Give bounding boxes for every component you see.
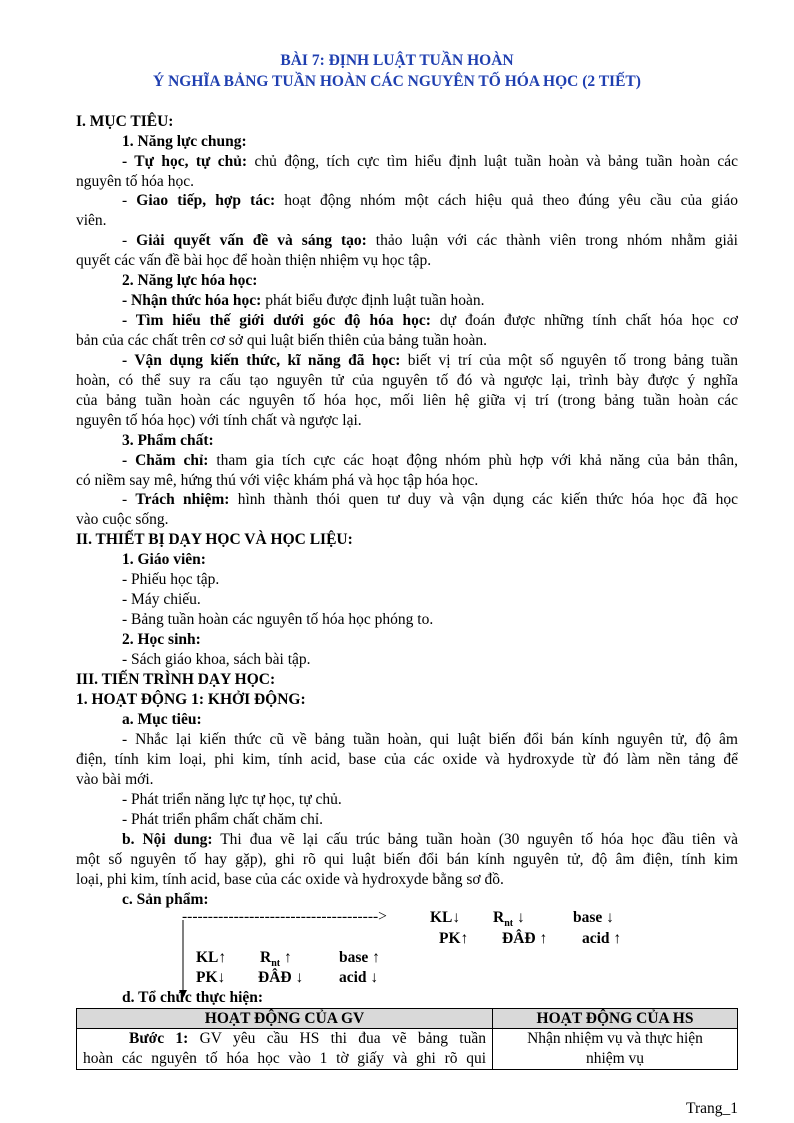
- list-item: - Sách giáo khoa, sách bài tập.: [122, 651, 311, 668]
- paragraph-line: - Nhắc lại kiến thức cũ về bảng tuần hoàn, qui luật biến đổi bán kính nguyên tử, độ âm: [122, 731, 738, 748]
- paragraph-line: quyết các vấn đề bài học để hoàn thiện nhiệm vụ học tập.: [76, 252, 432, 269]
- paragraph-line: vào bài mới.: [76, 771, 154, 788]
- dad-up: ĐÂĐ ↑: [502, 930, 548, 947]
- subsection-heading: 1. Năng lực chung:: [122, 133, 247, 150]
- section-heading: II. THIẾT BỊ DẠY HỌC VÀ HỌC LIỆU:: [76, 531, 353, 548]
- table-header-row: [77, 1009, 738, 1029]
- activity-heading: 1. HOẠT ĐỘNG 1: KHỞI ĐỘNG:: [76, 691, 306, 708]
- kl-down: KL↓: [430, 909, 461, 926]
- base-up: base ↑: [339, 949, 380, 966]
- paragraph-line: nguyên tố hóa học.: [76, 173, 194, 190]
- paragraph-line: một số nguyên tố hay gặp), ghi rõ qui luật biến đổi bán kính nguyên tử, độ âm điện, tính kim: [76, 851, 738, 868]
- student-cell: Nhận nhiệm vụ và thực hiện nhiệm vụ: [493, 1029, 738, 1070]
- paragraph-line: nguyên tố hóa học) với tính chất và ngược lại.: [76, 412, 362, 429]
- subsection-heading: 2. Học sinh:: [122, 631, 201, 648]
- header-teacher: HOẠT ĐỘNG CỦA GV: [77, 1009, 493, 1029]
- teacher-cell: Bước 1: GV yêu cầu HS thi đua vẽ bảng tuần hoàn các nguyên tố hóa học vào 1 tờ giấy và ghi rõ qui: [77, 1029, 493, 1070]
- paragraph-line: của bảng tuần hoàn các nguyên tố hóa học, mối liên hệ giữa vị trí (trong bảng tuần hoàn các: [76, 392, 738, 409]
- paragraph-line: bản của các chất trên cơ sở qui luật biến thiên của bảng tuần hoàn.: [76, 332, 488, 349]
- r-up: $R_{nt}$ ↑: [260, 949, 292, 970]
- header-student: HOẠT ĐỘNG CỦA HS: [493, 1009, 738, 1029]
- list-item: - Phát triển phẩm chất chăm chỉ.: [122, 811, 324, 828]
- acid-up: acid ↑: [582, 930, 622, 947]
- paragraph-line: có niềm say mê, hứng thú với việc khám phá và học tập hóa học.: [76, 472, 479, 489]
- list-item: - Phiếu học tập.: [122, 571, 220, 588]
- paragraph-line: - Chăm chỉ: tham gia tích cực các hoạt động nhóm phù hợp với khả năng của bản thân,: [122, 452, 739, 469]
- list-item: - Bảng tuần hoàn các nguyên tố hóa học phóng to.: [122, 611, 434, 628]
- table-row: [77, 1029, 738, 1070]
- paragraph-line: - Nhận thức hóa học: phát biểu được định luật tuần hoàn.: [122, 292, 485, 309]
- lesson-title: BÀI 7: ĐỊNH LUẬT TUẦN HOÀN: [280, 52, 514, 69]
- subsection-heading: 2. Năng lực hóa học:: [122, 272, 258, 289]
- paragraph-line: - Vận dụng kiến thức, kĩ năng đã học: biết vị trí của một số nguyên tố trong bảng tuần: [122, 352, 738, 369]
- base-down: base ↓: [573, 909, 614, 926]
- pk-up: PK↑: [439, 930, 469, 947]
- paragraph-line: - Tìm hiểu thế giới dưới góc độ hóa học: dự đoán được những tính chất hóa học cơ: [122, 312, 738, 329]
- paragraph-line: vào cuộc sống.: [76, 511, 169, 528]
- paragraph-line: - Giải quyết vấn đề và sáng tạo: thảo luận với các thành viên trong nhóm nhằm giải: [122, 232, 738, 249]
- pk-down: PK↓: [196, 969, 226, 986]
- subsection-heading: a. Mục tiêu:: [122, 711, 202, 728]
- kl-up: KL↑: [196, 949, 227, 966]
- paragraph-line: - Giao tiếp, hợp tác: hoạt động nhóm một cách hiệu quả theo đúng yêu cầu của giáo: [122, 192, 738, 209]
- paragraph-line: - Trách nhiệm: hình thành thói quen tư duy và vận dụng các kiến thức hóa học đã học: [122, 491, 738, 508]
- paragraph-line: - Tự học, tự chủ: chủ động, tích cực tìm hiểu định luật tuần hoàn và bảng tuần hoàn các: [122, 153, 738, 170]
- subsection-heading: 3. Phẩm chất:: [122, 432, 214, 449]
- lesson-subtitle: Ý NGHĨA BẢNG TUẦN HOÀN CÁC NGUYÊN TỐ HÓA HỌC (2 TIẾT): [153, 73, 641, 90]
- paragraph-line: viên.: [76, 212, 107, 229]
- paragraph-line: điện, tính kim loại, phi kim, tính acid, base của các oxide và hydroxyde từ đó làm nền tảng để: [76, 751, 738, 768]
- horizontal-arrow: -------------------------------------->: [182, 908, 387, 925]
- subsection-heading: 1. Giáo viên:: [122, 551, 206, 568]
- subsection-heading: d. Tổ chức thực hiện:: [122, 989, 264, 1006]
- activity-table: [76, 1008, 738, 1070]
- r-down: $R_{nt}$ ↓: [493, 909, 525, 930]
- section-heading: I. MỤC TIÊU:: [76, 113, 174, 130]
- page-number: Trang_1: [686, 1100, 738, 1117]
- subsection-heading: c. Sản phẩm:: [122, 891, 209, 908]
- paragraph-line: b. Nội dung: Thi đua vẽ lại cấu trúc bảng tuần hoàn (30 nguyên tố hóa học đầu tiên và: [122, 831, 738, 848]
- paragraph-line: loại, phi kim, tính acid, base của các oxide và hydroxyde bằng sơ đồ.: [76, 871, 504, 888]
- acid-down: acid ↓: [339, 969, 379, 986]
- paragraph-line: hoàn, có thể suy ra cấu tạo nguyên tử của nguyên tố đó và ngược lại, trình bày được ý nghĩa: [76, 372, 738, 389]
- section-heading: III. TIẾN TRÌNH DẠY HỌC:: [76, 671, 276, 688]
- list-item: - Máy chiếu.: [122, 591, 201, 608]
- list-item: - Phát triển năng lực tự học, tự chủ.: [122, 791, 342, 808]
- dad-down: ĐÂĐ ↓: [258, 969, 304, 986]
